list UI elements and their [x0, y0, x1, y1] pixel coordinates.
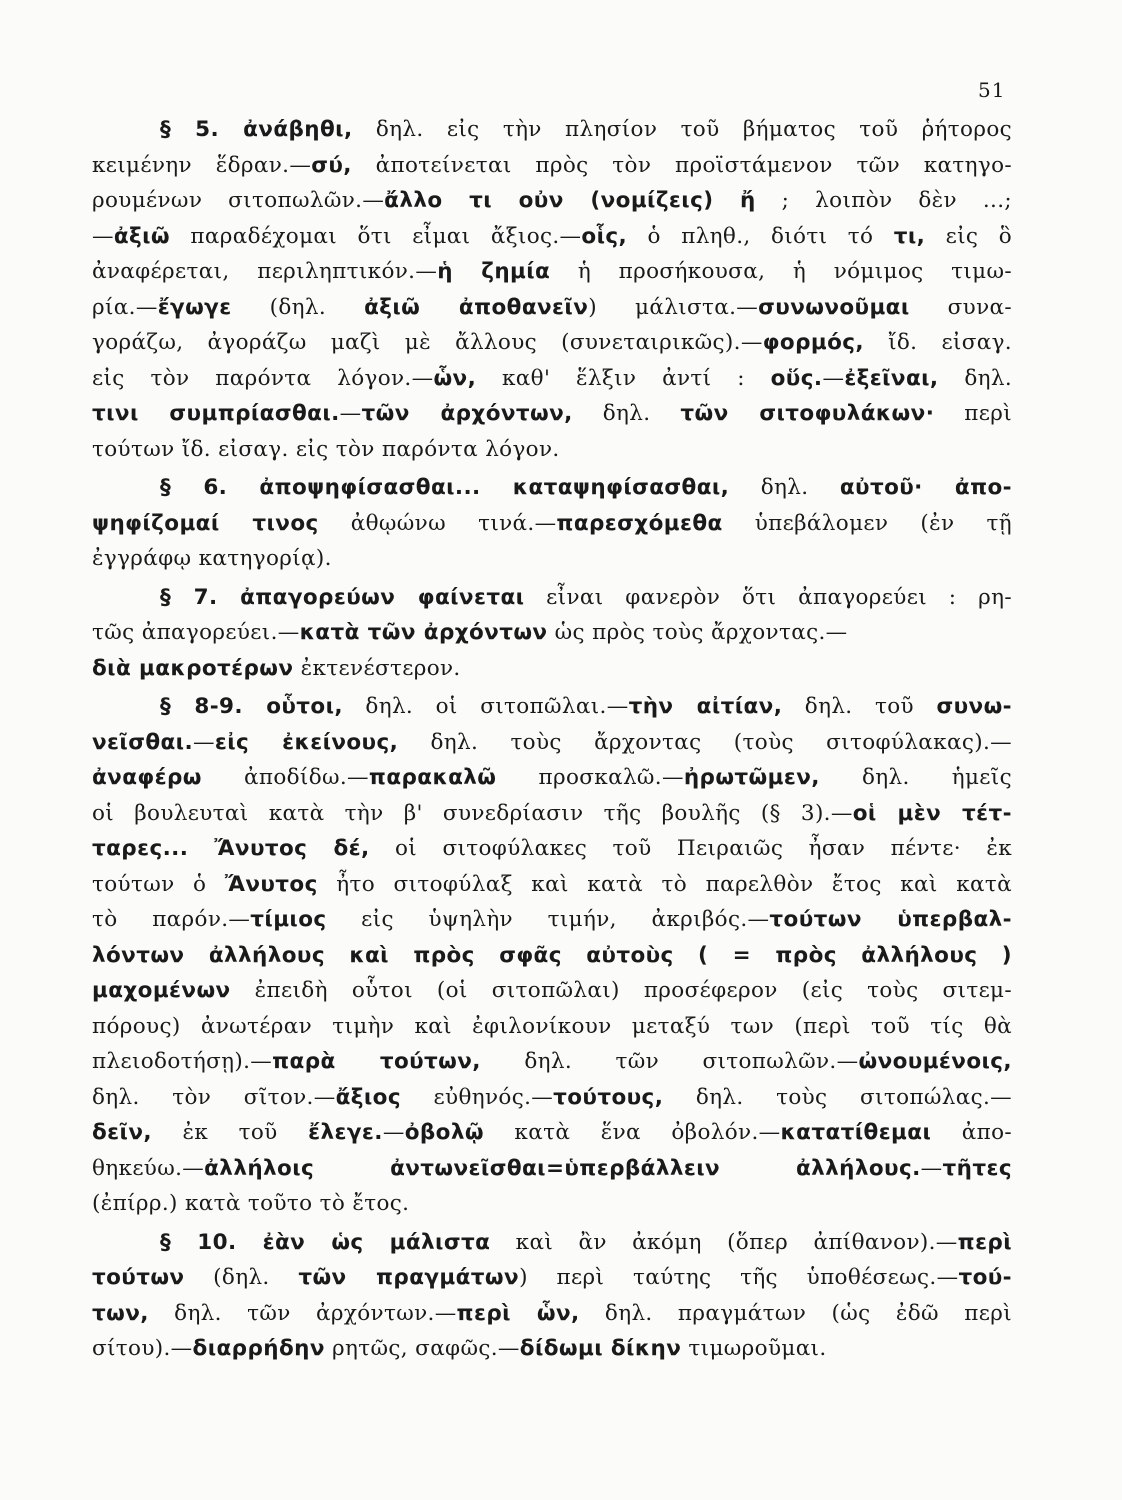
gloss-text: εἰς ὑψηλὴν τιμήν, ἀκριβός.—	[326, 907, 770, 932]
gloss-text: εἰς ὃ	[925, 223, 1012, 249]
headword: τι,	[893, 223, 926, 249]
gloss-text: τιμωροῦμαι.	[681, 1336, 827, 1361]
gloss-text: δηλ. τοὺς ἄρχοντας (τοὺς σιτοφύλακας).—	[398, 729, 1012, 755]
text-line	[92, 796, 1012, 832]
gloss-text: τῶς ἀπαγορεύει.—	[92, 620, 300, 645]
gloss-text: ἀπο-	[931, 1120, 1012, 1145]
headword: περὶ ὧν,	[456, 1300, 580, 1326]
headword: οἷς,	[581, 223, 628, 249]
gloss-text: ὁ πληθ., διότι τό	[627, 223, 894, 249]
gloss-text: δηλ. πραγμάτων (ὡς ἐδῶ περὶ	[579, 1300, 1012, 1326]
gloss-text: καθ' ἕλξιν ἀντί :	[476, 365, 771, 391]
gloss-text: ἐκτενέστερον.	[293, 655, 461, 681]
headword: τῶν ἀρχόντων,	[361, 401, 573, 426]
headword: τίμιος	[250, 907, 327, 932]
gloss-text: δηλ.	[729, 475, 840, 500]
gloss-text: εἰς τὸν παρόντα λόγον.—	[92, 365, 434, 391]
gloss-text: τὸ παρόν.—	[92, 907, 251, 932]
gloss-text: ἀναφέρεται, περιληπτικόν.—	[92, 259, 438, 284]
headword: § 10.	[160, 1229, 263, 1255]
text-line	[92, 396, 1012, 432]
headword: ὀβολῷ	[404, 1120, 484, 1145]
text-line	[92, 973, 1012, 1009]
headword: δεῖν,	[92, 1120, 152, 1145]
headword: οἱ μὲν τέτ-	[852, 800, 1012, 826]
headword: § 5.	[160, 117, 244, 142]
text-line	[92, 902, 1012, 938]
gloss-text: (δηλ.	[231, 294, 365, 320]
text-line	[92, 112, 1012, 148]
headword: οὗτοι,	[266, 694, 343, 719]
text-line	[92, 1186, 1012, 1222]
text-line	[92, 432, 1012, 468]
headword: § 8-9.	[160, 694, 267, 719]
text-line	[92, 1225, 1012, 1261]
headword: § 6.	[160, 475, 260, 500]
gloss-text: ρητῶς, σαφῶς.—	[324, 1336, 520, 1361]
gloss-text: κατὰ ἕνα ὀβολόν.—	[483, 1120, 781, 1145]
headword: μαχομένων	[92, 978, 231, 1003]
gloss-text: παραδέχομαι ὅτι εἶμαι ἄξιος.—	[170, 223, 582, 249]
headword: ἔγωγε	[157, 294, 232, 320]
gloss-text: δηλ. τοὺς σιτοπώλας.—	[663, 1084, 1012, 1110]
gloss-text: εἶναι φανερὸν ὅτι ἀπαγορεύει : ρη-	[524, 584, 1012, 610]
headword: ἐὰν ὡς μάλιστα	[262, 1229, 491, 1255]
headword: τὴν αἰτίαν,	[628, 694, 783, 719]
headword: συνω-	[936, 694, 1012, 719]
text-line	[92, 615, 1012, 651]
text-line	[92, 148, 1012, 184]
gloss-text: ἀποδίδω.—	[201, 765, 369, 790]
gloss-text: ) περὶ ταύτης τῆς ὑποθέσεως.—	[519, 1265, 959, 1290]
text-line	[92, 651, 1012, 687]
headword: ἀποψηφίσασθαι... καταψηφίσασθαι,	[259, 475, 730, 500]
headword: ἀξιῶ ἀποθανεῖν	[364, 294, 589, 320]
gloss-text: —	[92, 223, 114, 249]
headword: ἀλλήλοις ἀντωνεῖσθαι=ὑπερβάλλειν ἀλλήλους.	[204, 1155, 921, 1181]
gloss-text: ρία.—	[92, 294, 158, 320]
gloss-text: καὶ ἂν ἀκόμη (ὅπερ ἀπίθανον).—	[490, 1229, 958, 1255]
text-line	[92, 254, 1012, 290]
page-number: 51	[978, 78, 1006, 102]
gloss-text: περὶ	[934, 401, 1012, 426]
gloss-text: δηλ. ἡμεῖς	[819, 765, 1012, 790]
headword: ψηφίζομαί τινος	[92, 510, 319, 536]
headword: παρακαλῶ	[368, 765, 497, 790]
headword: ἐξεῖναι,	[844, 365, 939, 391]
text-line	[92, 938, 1012, 974]
gloss-text: σίτου).—	[92, 1336, 193, 1361]
text-line	[92, 1151, 1012, 1187]
headword: τῆτες	[942, 1155, 1012, 1181]
text-line	[92, 506, 1012, 542]
headword: παρεσχόμεθα	[556, 510, 723, 536]
gloss-text: δηλ.	[938, 365, 1012, 391]
headword: παρὰ τούτων,	[272, 1049, 481, 1074]
gloss-text: —	[382, 1120, 405, 1145]
headword: δίδωμι δίκην	[519, 1336, 682, 1361]
text-line	[92, 689, 1012, 725]
headword: συνωνοῦμαι	[758, 294, 910, 320]
headword: διὰ μακροτέρων	[92, 655, 294, 681]
headword: τούτων ὑπερβαλ-	[769, 907, 1012, 932]
gloss-text: ; λοιπὸν δὲν ...;	[755, 188, 1012, 213]
gloss-text: πλειοδοτήσῃ).—	[92, 1049, 273, 1074]
text-line	[92, 760, 1012, 796]
text-line	[92, 1009, 1012, 1045]
text-line	[92, 1331, 1012, 1367]
text-line	[92, 470, 1012, 506]
commentary-text	[92, 112, 1012, 1367]
headword: σύ,	[311, 152, 352, 178]
headword: αὐτοῦ· ἀπο-	[839, 475, 1012, 500]
gloss-text: δηλ. τῶν σιτοπωλῶν.—	[480, 1049, 859, 1074]
headword: τῶν σιτοφυλάκων·	[680, 401, 935, 426]
headword: ἠρωτῶμεν,	[683, 765, 820, 790]
gloss-text: —	[339, 401, 362, 426]
headword: νεῖσθαι.	[92, 729, 194, 755]
headword: ταρες... Ἄνυτος δέ,	[92, 836, 370, 861]
gloss-text: δηλ. τὸν σῖτον.—	[92, 1084, 336, 1110]
gloss-text: (ἐπίρρ.) κατὰ τοῦτο τὸ ἔτος.	[92, 1191, 410, 1216]
headword: ἔλεγε.	[308, 1120, 383, 1145]
text-line	[92, 867, 1012, 903]
text-line	[92, 219, 1012, 255]
headword: ἀνάβηθι,	[243, 117, 353, 142]
headword: κατὰ τῶν ἀρχόντων	[299, 620, 548, 645]
headword: λόντων ἀλλήλους καὶ πρὸς σφᾶς αὐτοὺς ( = πρὸς ἀλλήλους )	[92, 942, 1012, 968]
gloss-text: ρουμένων σιτοπωλῶν.—	[92, 188, 385, 213]
gloss-text: θηκεύω.—	[92, 1155, 205, 1181]
headword: τῶν πραγμάτων	[298, 1265, 520, 1290]
gloss-text: τούτων ὁ	[92, 871, 225, 897]
text-line	[92, 361, 1012, 397]
headword: ὠνουμένοις,	[858, 1049, 1012, 1074]
gloss-text: οἱ σιτοφύλακες τοῦ Πειραιῶς ἦσαν πέντε· ἐκ	[369, 836, 1012, 861]
gloss-text: ) μάλιστα.—	[588, 294, 759, 320]
headword: των,	[92, 1300, 149, 1326]
headword: ἄλλο τι οὐν (νομίζεις) ἤ	[384, 188, 756, 213]
headword: τού-	[958, 1265, 1012, 1290]
headword: τούτους,	[553, 1084, 664, 1110]
headword: ἀξιῶ	[113, 223, 170, 249]
gloss-text: —	[920, 1155, 943, 1181]
gloss-text: ἐκ τοῦ	[151, 1120, 309, 1145]
gloss-text: ἀποτείνεται πρὸς τὸν προϊστάμενον τῶν κατηγο-	[351, 152, 1012, 178]
text-line	[92, 290, 1012, 326]
headword: ἄξιος	[335, 1084, 401, 1110]
gloss-text: ἀθῳώνω τινά.—	[318, 510, 557, 536]
headword: εἰς ἐκείνους,	[214, 729, 399, 755]
gloss-text: ἴδ. εἰσαγ.	[864, 330, 1012, 355]
gloss-text: ἡ προσήκουσα, ἡ νόμιμος τιμω-	[550, 259, 1012, 284]
headword: ὧν,	[433, 365, 477, 391]
text-line	[92, 541, 1012, 577]
text-line	[92, 1296, 1012, 1332]
gloss-text: τούτων ἴδ. εἰσαγ. εἰς τὸν παρόντα λόγον.	[92, 436, 560, 462]
gloss-text: (δηλ.	[184, 1265, 299, 1290]
headword: ἀναφέρω	[92, 765, 202, 790]
gloss-text: κειμένην ἕδραν.—	[92, 152, 312, 178]
headword: τούτων	[92, 1265, 185, 1290]
gloss-text: δηλ. τῶν ἀρχόντων.—	[148, 1300, 457, 1326]
gloss-text: οἱ βουλευταὶ κατὰ τὴν β' συνεδρίασιν τῆς βουλῆς (§ 3).—	[92, 800, 853, 826]
text-line	[92, 725, 1012, 761]
headword: κατατίθεμαι	[780, 1120, 932, 1145]
gloss-text: —	[193, 729, 215, 755]
gloss-text: ἐπειδὴ οὗτοι (οἱ σιτοπῶλαι) προσέφερον (εἰς τοὺς σιτεμ-	[230, 978, 1012, 1003]
gloss-text: δηλ. τοῦ	[782, 694, 937, 719]
gloss-text: δηλ. εἰς τὴν πλησίον τοῦ βήματος τοῦ ῥήτορος	[352, 117, 1012, 142]
text-line	[92, 1080, 1012, 1116]
gloss-text: ὑπεβάλομεν (ἐν τῇ	[722, 510, 1012, 536]
headword: § 7.	[160, 584, 241, 610]
gloss-text: προσκαλῶ.—	[496, 765, 684, 790]
text-line	[92, 1115, 1012, 1151]
text-line	[92, 1260, 1012, 1296]
headword: οὕς.	[770, 365, 823, 391]
headword: φορμός,	[762, 330, 864, 355]
gloss-text: ἦτο σιτοφύλαξ καὶ κατὰ τὸ παρελθὸν ἔτος καὶ κατὰ	[317, 871, 1012, 897]
gloss-text: ὡς πρὸς τοὺς ἄρχοντας.—	[547, 620, 848, 645]
headword: ἀπαγορεύων φαίνεται	[240, 584, 525, 610]
gloss-text: δηλ.	[572, 401, 681, 426]
text-line	[92, 580, 1012, 616]
headword: τινι συμπρίασθαι.	[92, 401, 340, 426]
gloss-text: δηλ. οἱ σιτοπῶλαι.—	[342, 694, 629, 719]
text-line	[92, 183, 1012, 219]
gloss-text: εὐθηνός.—	[400, 1084, 554, 1110]
gloss-text: συνα-	[909, 294, 1012, 320]
gloss-text: γοράζω, ἀγοράζω μαζὶ μὲ ἄλλους (συνεταιρικῶς).—	[92, 330, 763, 355]
gloss-text: —	[822, 365, 845, 391]
gloss-text: πόρους) ἀνωτέραν τιμὴν καὶ ἐφιλονίκουν μεταξύ των (περὶ τοῦ τίς θὰ	[92, 1013, 1012, 1039]
headword: διαρρήδην	[192, 1336, 325, 1361]
headword: Ἄνυτος	[224, 871, 318, 897]
text-line	[92, 831, 1012, 867]
text-line	[92, 325, 1012, 361]
gloss-text: ἐγγράφῳ κατηγορίᾳ).	[92, 546, 332, 571]
headword: ἡ ζημία	[437, 259, 551, 284]
headword: περὶ	[957, 1229, 1012, 1255]
text-line	[92, 1044, 1012, 1080]
